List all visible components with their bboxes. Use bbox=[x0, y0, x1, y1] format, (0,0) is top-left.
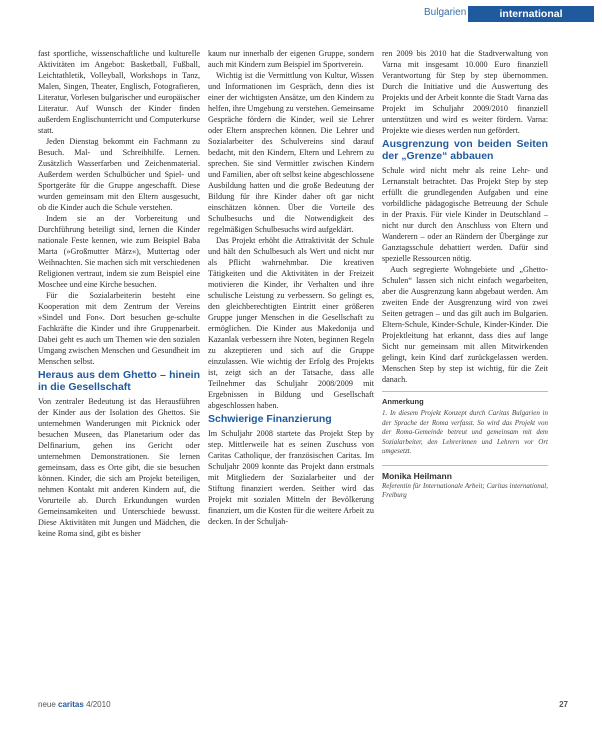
magazine-prefix: neue bbox=[38, 700, 56, 709]
page-number: 27 bbox=[559, 700, 568, 709]
section-heading: Schwierige Finanzierung bbox=[208, 413, 332, 425]
author-box bbox=[382, 465, 548, 500]
paragraph: kaum nur innerhalb der eigenen Gruppe, sondern auch mit Kindern zum Beispiel im Sportverein. bbox=[208, 49, 374, 69]
paragraph: Für die Sozialarbeiterin besteht eine Kooperation mit dem Zentrum der Vereins »Sindel und Fon«. Dort besuchen ge-schulte Fachkräfte die Kinder und ihre Gruppenarbeit. Dabei geht es auch um Themen wie den sozialen Umgang zwischen Menschen und Gesundheit im Menschen selbst. bbox=[38, 291, 200, 366]
paragraph: ren 2009 bis 2010 hat die Stadtverwaltung von Varna mit insgesamt 10.000 Euro finanziell Verantwortung für Step by step übernommen. Durch die Initiative und die Auswertung des Projekts und der Arbeit konnte die Stadt Varna das Projekt im Schuljahr 2009/2010 finanziell unterstützen und wird es weiter fördern. Varna: Projekte wie dieses werden nun gefördert. bbox=[382, 49, 548, 135]
section-heading: Heraus aus dem Ghetto – hinein in die Gesellschaft bbox=[38, 369, 200, 393]
paragraph: fast sportliche, wissenschaftliche und kulturelle Aktivitäten im Angebot: Basketball, Fußball, Leichtathletik, Volleyball, Workshops in Tanz, Malen, Singen, Theater, Englisch, Fotografieren, Literatur, Vorlesen bulgarischer und europäischer Literatur. Auf Wunsch der Kinder finden außerdem Englischunterricht und Computerkurse statt. bbox=[38, 49, 200, 135]
footnote-box bbox=[382, 391, 548, 457]
paragraph: Das Projekt erhöht die Attraktivität der Schule und hält den Schulbesuch als Wert und nicht nur als Pflicht wahrnehmbar. Die kreativen Tätigkeiten und die Aktivitäten in der Freizeit motivieren die Kinder, ihr Verhalten und ihre schulische Leistung zu verbessern. So gelingt es, den gleichberechtigten Eintritt einer größeren Gruppe junger Menschen in die Gesellschaft zu ermöglichen. Die Kinder aus Makedonija und Kazanlak verbessern ihre Noten, beginnen Regeln zu akzeptieren und sich auf die Gruppe einzulassen. Wie wichtig der Erfolg des Projekts ist, zeigt sich an der Tatsache, dass alle Teilnehmer das Schuljahr 2008/2009 mit Ergebnissen in Bildung und Gesellschaft abgeschlossen haben. bbox=[208, 236, 374, 410]
paragraph: Schule wird nicht mehr als reine Lehr- und Lernanstalt betrachtet. Das Projekt Step by step erfüllt die grundlegenden Aufgaben und eine vorbildliche pädagogische Betreuung der Schule in der Praxis. Für viele Kinder in Deutschland – nicht nur durch den Anschluss von Eltern und Wanderern – oder an Rändern der Übergänge zur Ganztagsschule debattiert werden. Dafür sind spezielle Ressourcen nötig. bbox=[382, 166, 548, 263]
magazine-name: caritas bbox=[58, 700, 84, 709]
issue-number: 4/2010 bbox=[86, 700, 111, 709]
page-footer bbox=[38, 700, 568, 712]
paragraph: Auch segregierte Wohngebiete und „Ghetto-Schulen“ lassen sich nicht einfach wegarbeiten, aber die Ausgrenzung kann abgebaut werden. Am zweiten Ende der Ausgrenzung wird von zwei Seiten getragen – und das gilt auch im Bulgarien. Eltern-Schule, Kinder-Schule, Kinder-Kinder. Die Projektleitung hat erkannt, dass dies auf lange Sicht nur gemeinsam mit allen Mitwirkenden gelingt, kein Kind darf zurückgelassen werden. Menschen Step by step ist wichtig, für die Zeit danach. bbox=[382, 265, 548, 384]
section-tag: international bbox=[468, 6, 594, 22]
column-2 bbox=[208, 48, 374, 527]
page-header bbox=[0, 6, 602, 22]
column-1 bbox=[38, 48, 200, 539]
paragraph: Indem sie an der Vorbereitung und Durchführung beteiligt sind, lernen die Kinder nationale Feste kennen, wie zum Beispiel Baba Marta (»Großmutter März«), Muttertag oder Weihnachten. Sie machen sich mit verschiedenen Religionen vertraut, indem sie zum Beispiel eine Moschee und eine Kirche besuchen. bbox=[38, 214, 200, 289]
author-bio: Referentin für Internationale Arbeit; Caritas international, Freiburg bbox=[382, 481, 548, 499]
section-heading: Ausgrenzung von beiden Seiten der „Grenze“ abbauen bbox=[382, 138, 548, 162]
paragraph: Jeden Dienstag bekommt ein Fachmann zu Besuch. Mal- und Schreibhilfe. Lernen. Zusätzlich Wasserfarben und Zeichenmaterial. Außerdem werden Schulbücher und Spiel- und Sportgeräte für die Gruppe angeschafft. Diese wurden gemeinsam mit den Eltern ausgesucht, ob die Kinder auch die Schule verstehen. bbox=[38, 137, 200, 212]
column-3 bbox=[382, 48, 548, 500]
footnote-title: Anmerkung bbox=[382, 397, 424, 406]
paragraph: Im Schuljahr 2008 startete das Projekt Step by step. Mittlerweile hat es seinen Zuschuss von Caritas Catholique, der französischen Caritas. Im Schuljahr 2009 konnte das Projekt dann erstmals mit Mitgliedern der Sozialarbeiter und der Stiftung finanziert werden. Seither wird das Projekt mit sozialen Mitteln der Bevölkerung finanziert, um die Kosten für die weitere Arbeit zu decken. In der Schuljah- bbox=[208, 429, 374, 526]
author-name: Monika Heilmann bbox=[382, 470, 452, 481]
footnote-text: 1. In diesem Projekt Konzept durch Caritas Bulgarien in der Sprache der Roma verfasst. So wird das Projekt von der Roma-Gemeinde betreut und gemeinsam mit dem Sozialarbeiter, den Lehrerinnen und Lehrern vor Ort umgesetzt. bbox=[382, 409, 548, 455]
magazine-info bbox=[38, 700, 111, 709]
paragraph: Wichtig ist die Vermittlung von Kultur, Wissen und Informationen im Gespräch, denn dies ist einer der wichtigsten Ansätze, um den Kindern zu helfen, ihre Umgebung zu verstehen. Gemeinsame Gespräche fördern die Kinder, weil sie Lehrer oder Eltern ansprechen können. Die Lehrer und Sozialarbeiter des Schulvereins sind darauf bedacht, mit den Kindern, Eltern und Lehrern zu sprechen. Sie sind Vermittler zwischen Kindern und Familien, aber oft selbst keine abgeschlossene Ausbildung hatten und die große Bedeutung der Bildung für ihre Kinder daher oft gar nicht einschätzen können. Über die Vorteile des Schulbesuchs und die Notwendigkeit des regelmäßigen Schulbesuchs wird aufgeklärt. bbox=[208, 71, 374, 234]
section-label: Bulgarien bbox=[424, 7, 467, 18]
paragraph: Von zentraler Bedeutung ist das Herausführen der Kinder aus der Isolation des Ghettos. Sie unternehmen Wanderungen mit Picknick oder besuchen Museen, das Planetarium oder das Delfinarium, gehen ins Gericht oder unternehmen Demonstrationen. Sie lernen gemeinsam, dass es Orte gibt, die sie besuchen können. Kinder, die sich am Projekt beteiligen, nehmen Kontakt mit anderen Kindern auf, die Vorurteile ab. Durch Erkundungen wurden Gemeinsamkeiten und Unterschiede bewusst. Diese Aktivitäten mit Jungen und Mädchen, die keine Roma sind, gibt es bisher bbox=[38, 397, 200, 538]
